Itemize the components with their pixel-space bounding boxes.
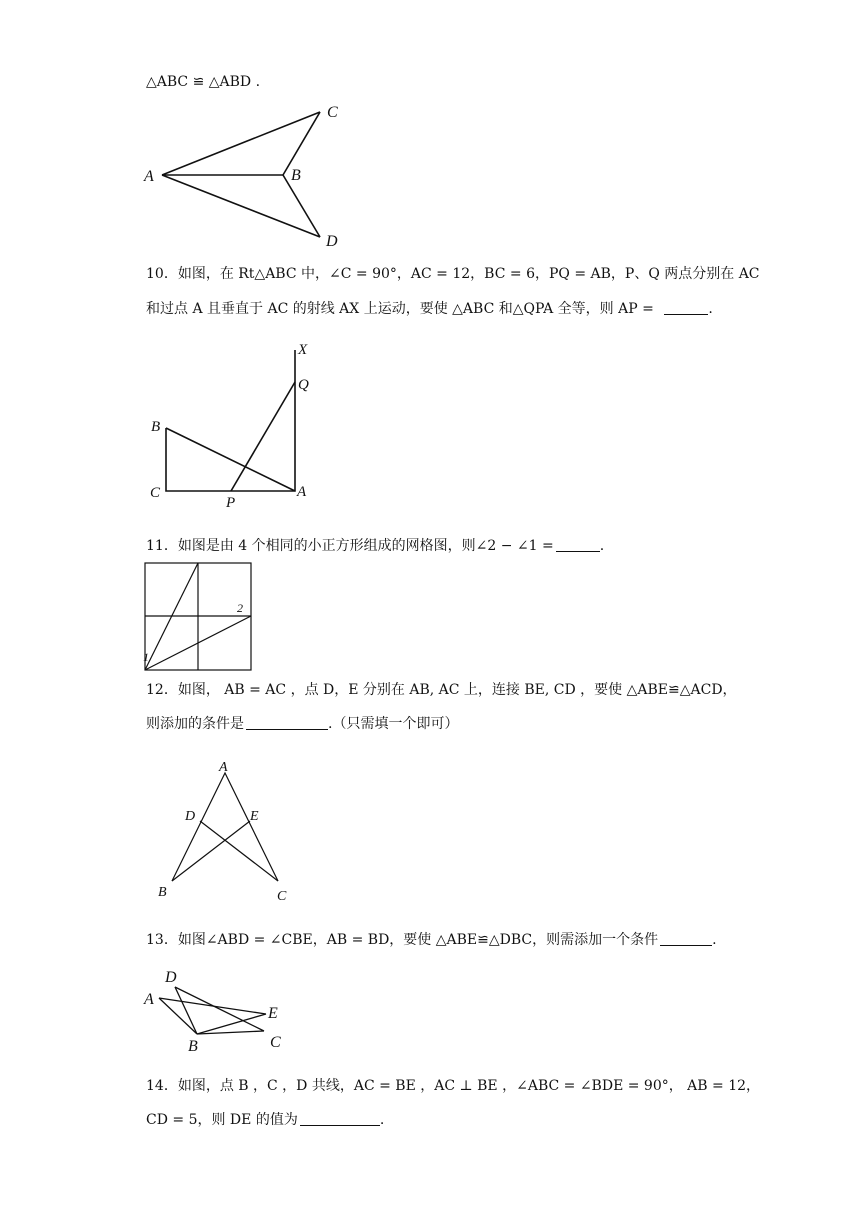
q14-line-2-text: CD = 5，则 DE 的值为 <box>146 1112 298 1128</box>
fig9-label-a: A <box>144 168 154 185</box>
fig12-label-e: E <box>250 809 259 824</box>
fig13-label-a: A <box>144 991 154 1008</box>
fig9-label-c: C <box>327 104 338 121</box>
q12-line-1: 12．如图， AB = AC ，点 D，E 分别在 AB, AC 上，连接 BE, CD ，要使 △ABE≌△ACD， <box>146 682 737 698</box>
q14-answer-blank[interactable] <box>300 1111 380 1126</box>
fig13-label-d: D <box>165 969 177 986</box>
fig10-label-a: A <box>297 484 307 500</box>
q12-line-2-end: .（只需填一个即可） <box>328 716 459 732</box>
q13-line-1-text: 13．如图∠ABD = ∠CBE，AB = BD，要使 △ABE≌△DBC，则需添加一个条件 <box>146 932 659 948</box>
fig10-label-x: X <box>298 342 308 358</box>
fig12-label-d: D <box>185 809 196 824</box>
q11-line-1-end: . <box>599 538 605 554</box>
fig12-label-a: A <box>219 760 228 775</box>
fig10-label-p: P <box>226 495 236 511</box>
q14-line-2 <box>146 1110 384 1130</box>
fig11-label-angle-2: 2 <box>237 601 243 615</box>
fig11-label-angle-1: 1 <box>143 650 149 664</box>
q9-conclusion: △ABC ≌ △ABD . <box>146 74 261 90</box>
fig10-label-q: Q <box>298 377 309 393</box>
q10-line-1: 10．如图，在 Rt△ABC 中，∠C = 90°，AC = 12，BC = 6，PQ = AB，P、Q 两点分别在 AC <box>146 266 760 282</box>
q14-line-2-end: . <box>379 1112 385 1128</box>
q12-line-2-text: 则添加的条件是 <box>146 716 244 732</box>
fig9-label-d: D <box>326 233 338 250</box>
fig13-label-b: B <box>188 1038 198 1055</box>
q10-line-2-text: 和过点 A 且垂直于 AC 的射线 AX 上运动，要使 △ABC 和△QPA 全等，则 AP = <box>146 301 654 317</box>
fig9-label-b: B <box>291 167 301 184</box>
q10-line-2-end: . <box>708 301 713 317</box>
fig13-label-c: C <box>270 1034 281 1051</box>
fig10-label-b: B <box>151 419 161 435</box>
q14-line-1: 14．如图，点 B ，C ，D 共线，AC = BE ，AC ⊥ BE ，∠ABC = ∠BDE = 90°， AB = 12， <box>146 1078 761 1094</box>
fig10-label-c: C <box>150 485 161 501</box>
fig12-label-c: C <box>277 889 287 904</box>
q11-line-1-text: 11．如图是由 4 个相同的小正方形组成的网格图，则∠2 − ∠1 = <box>146 538 554 554</box>
fig12-label-b: B <box>158 885 167 900</box>
q13-line-1-end: . <box>712 932 717 948</box>
fig13-label-e: E <box>268 1005 278 1022</box>
